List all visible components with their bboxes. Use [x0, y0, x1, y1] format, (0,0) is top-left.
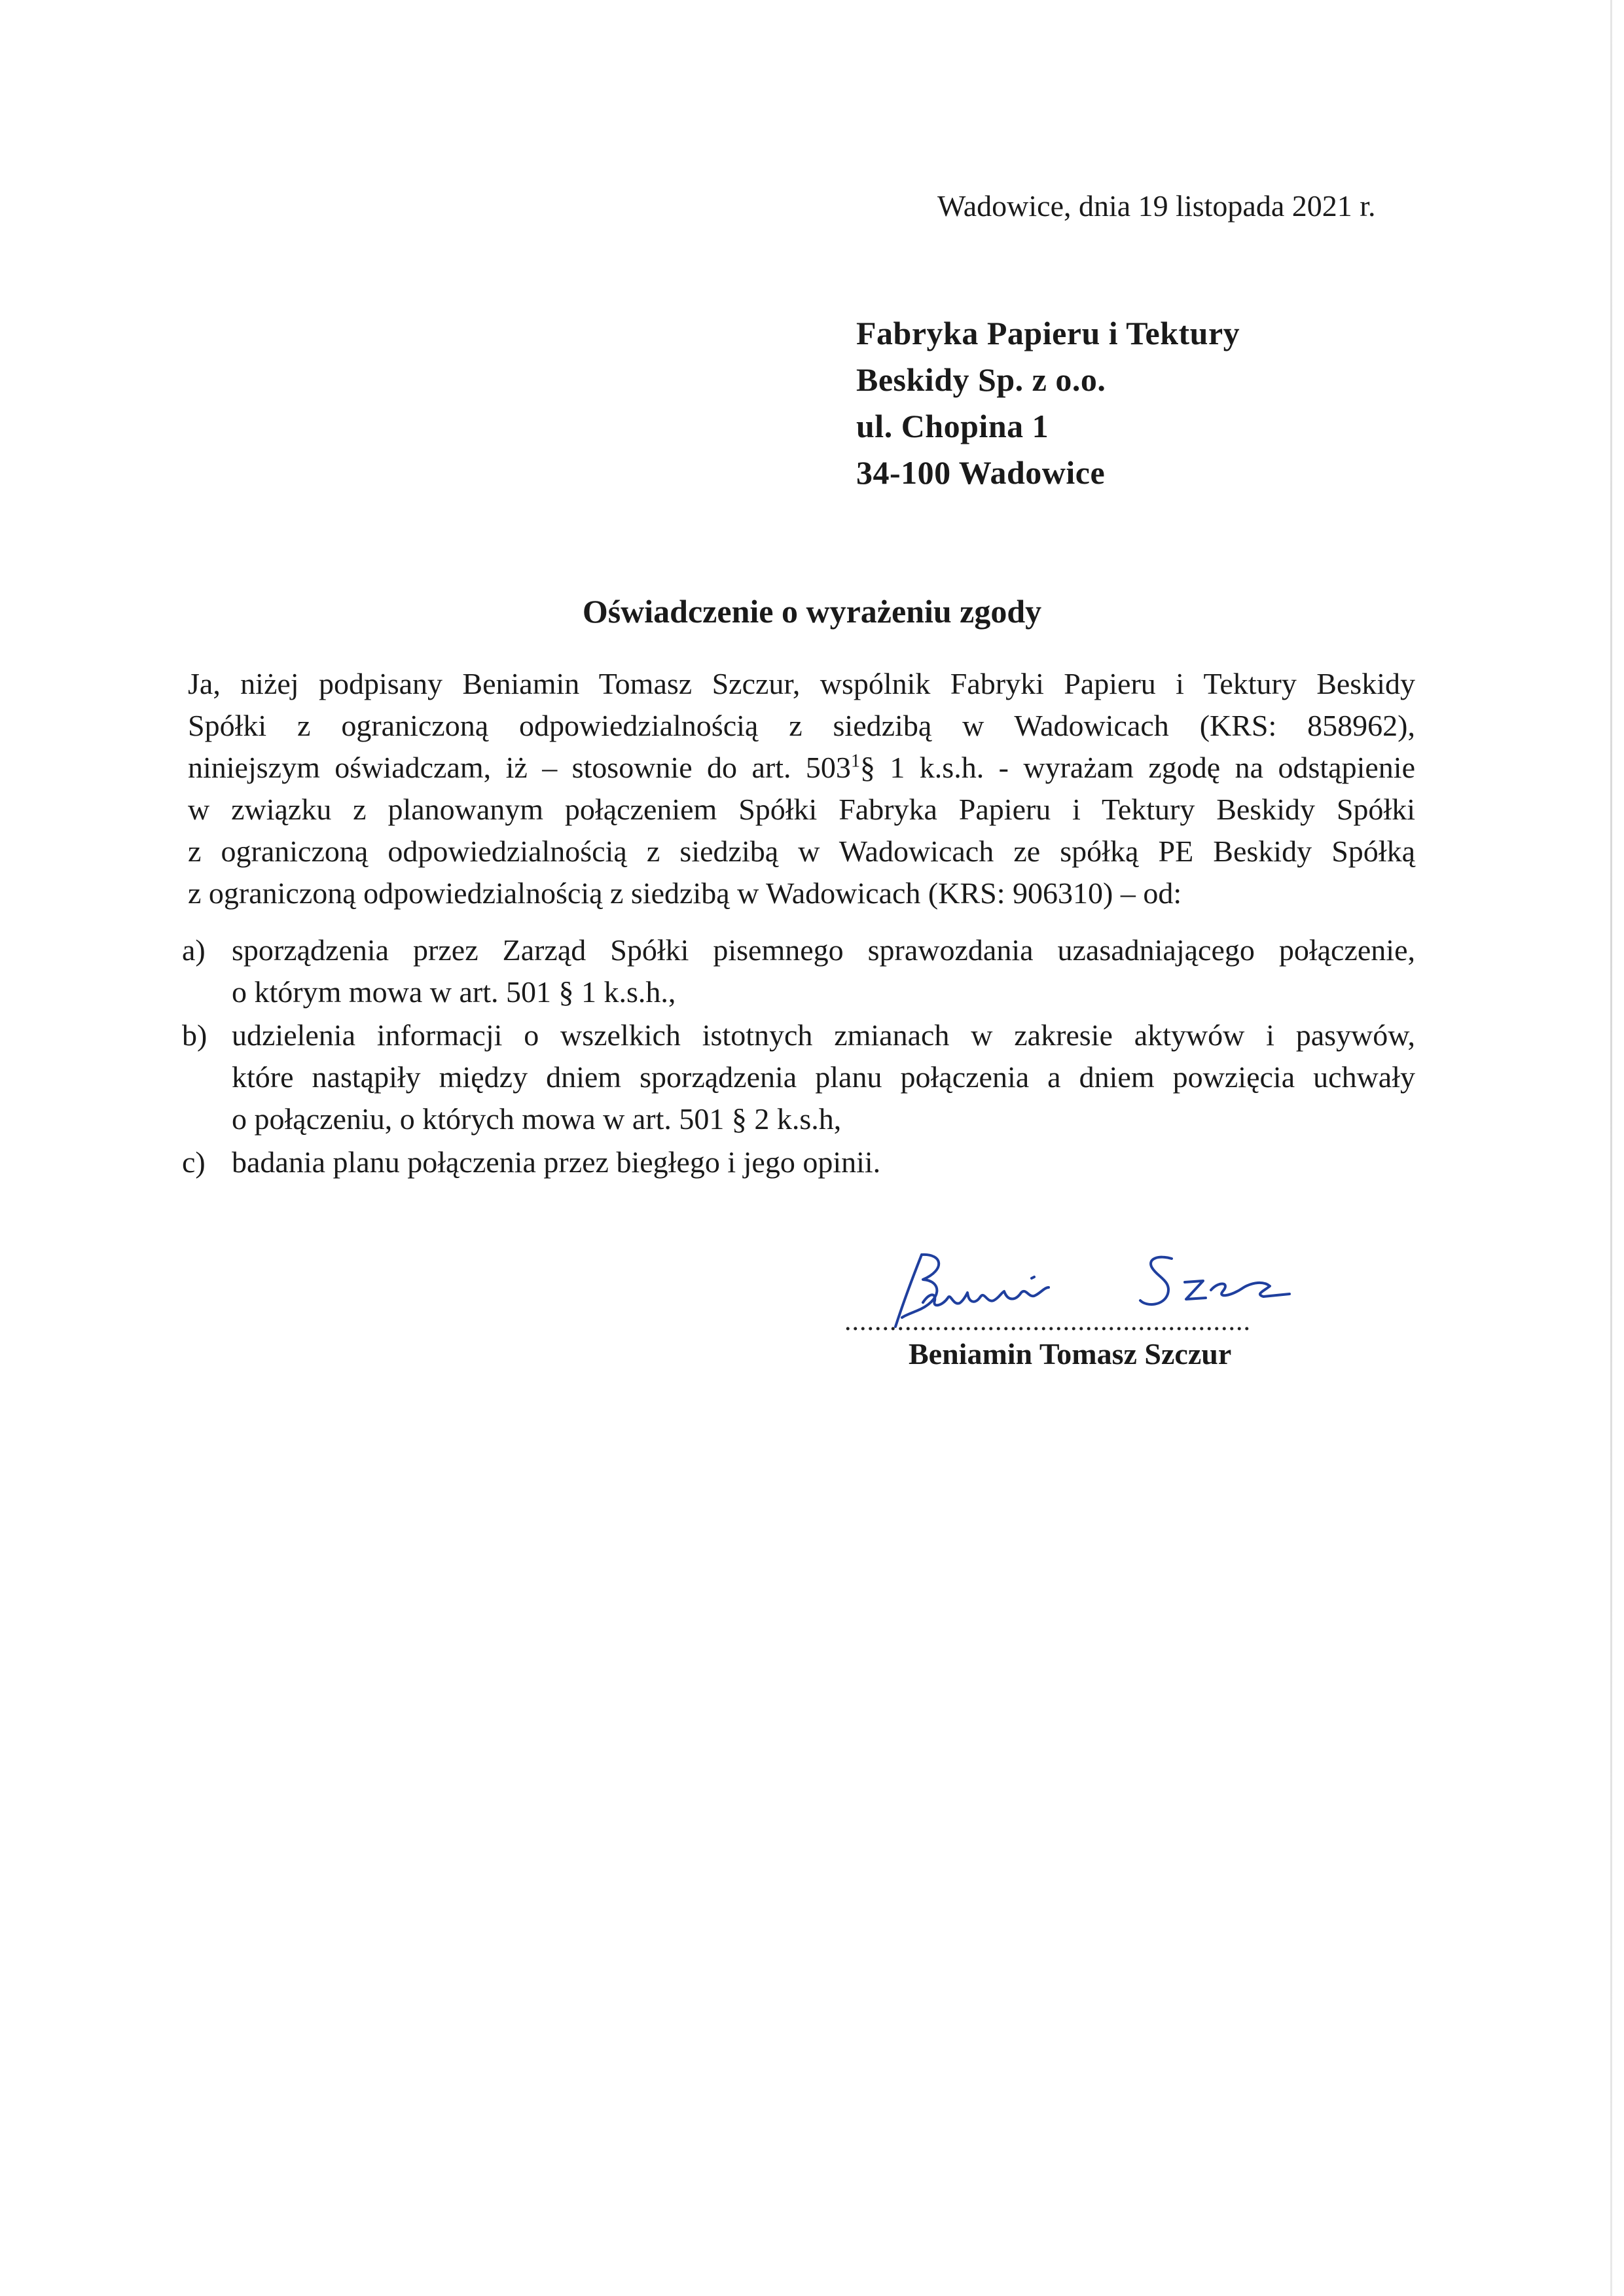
signer-name: Beniamin Tomasz Szczur [909, 1337, 1232, 1371]
list-marker: b) [182, 1018, 208, 1052]
document-title: Oświadczenie o wyrażeniu zgody [582, 593, 1042, 630]
date-line: Wadowice, dnia 19 listopada 2021 r. [937, 189, 1376, 223]
list-item-line: badania planu połączenia przez biegłego i jego opinii. [232, 1145, 881, 1179]
recipient-line-2: Beskidy Sp. z o.o. [856, 361, 1106, 398]
paragraph-line [188, 747, 1415, 789]
paragraph-line: z ograniczoną odpowiedzialnością z siedzibą w Wadowicach (KRS: 906310) – od: [188, 876, 1182, 910]
article-superscript: 1 [850, 751, 860, 772]
list-item-line: udzielenia informacji o wszelkich istotnych zmianach w zakresie aktywów i pasywów, [232, 1018, 1415, 1052]
scan-edge-shadow [1610, 0, 1612, 2296]
list-item-line: o połączeniu, o których mowa w art. 501 § 2 k.s.h, [232, 1102, 842, 1136]
exemption-list [182, 929, 1415, 1185]
recipient-line-3: ul. Chopina 1 [856, 408, 1049, 444]
list-item-line: o którym mowa w art. 501 § 1 k.s.h., [232, 975, 676, 1009]
list-marker: a) [182, 933, 206, 967]
signature-dotted-line: ...................................................... [844, 1306, 1251, 1336]
recipient-line-4: 34-100 Wadowice [856, 454, 1106, 491]
statement-paragraph [188, 663, 1415, 914]
list-item [182, 929, 1415, 1013]
paragraph-line: Spółki z ograniczoną odpowiedzialnością z siedzibą w Wadowicach (KRS: 858962), [188, 709, 1415, 742]
list-marker: c) [182, 1145, 206, 1179]
paragraph-line: Ja, niżej podpisany Beniamin Tomasz Szczur, wspólnik Fabryki Papieru i Tektury Beskidy [188, 667, 1415, 700]
paragraph-line: z ograniczoną odpowiedzialnością z siedzibą w Wadowicach ze spółką PE Beskidy Spółką [188, 834, 1415, 868]
recipient-line-1: Fabryka Papieru i Tektury [856, 315, 1240, 351]
list-item [182, 1014, 1415, 1140]
list-item [182, 1141, 1415, 1183]
recipient-address [856, 310, 1240, 496]
paragraph-line-part: niniejszym oświadczam, iż – stosownie do art. 503 [188, 751, 851, 784]
paragraph-line-part: § 1 k.s.h. - wyrażam zgodę na odstąpienie [859, 751, 1415, 784]
paragraph-line: w związku z planowanym połączeniem Spółki Fabryka Papieru i Tektury Beskidy Spółki [188, 793, 1415, 826]
list-item-line: sporządzenia przez Zarząd Spółki pisemnego sprawozdania uzasadniającego połączenie, [232, 933, 1415, 967]
list-item-line: które nastąpiły między dniem sporządzenia planu połączenia a dniem powzięcia uchwały [232, 1060, 1415, 1094]
